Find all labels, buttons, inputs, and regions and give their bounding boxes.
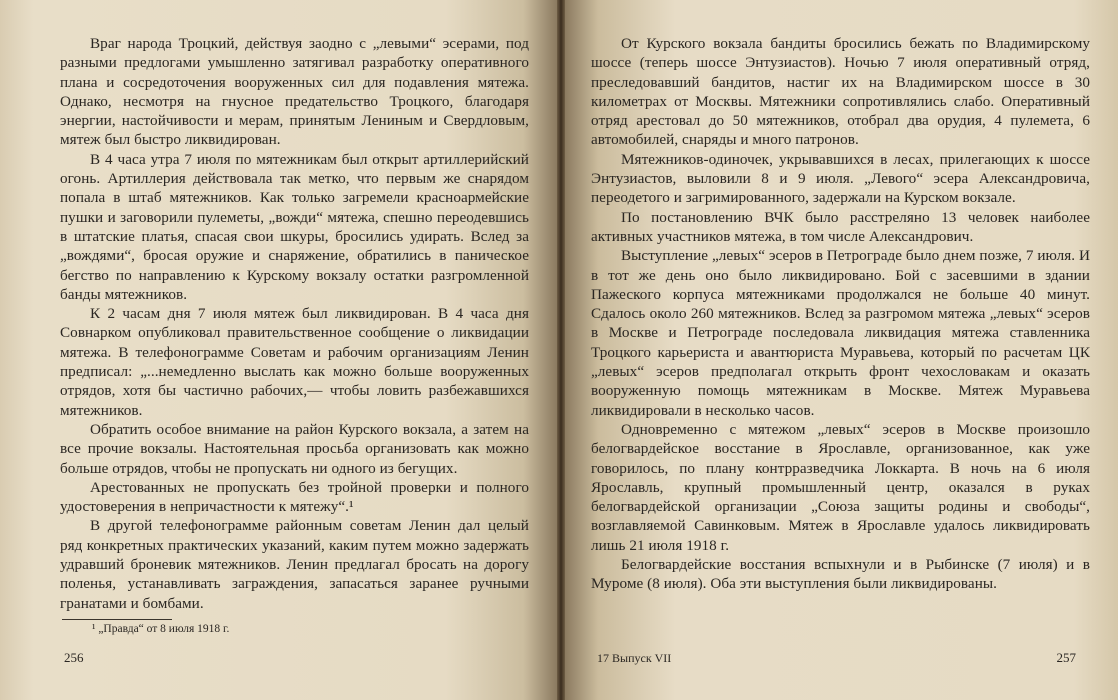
page-number: 256 bbox=[64, 650, 84, 665]
paragraph: В 4 часа утра 7 июля по мятежникам был открыт артиллерийский огонь. Артиллерия действовала так метко, что первым же снарядом попала в штаб мятежников. Как только загремели красноармейские пушки и заговорили пулеметы, „вожди“ мятежа, спешно переодевшись в штатские платья, спасая свои шкуры, бросились удирать. Вслед за „вождями“, бросая оружие и снаряжение, обратились в паническое бегство по направлению к Курскому вокзалу остатки разгромленной банды мятежников. bbox=[60, 150, 529, 303]
book-gutter bbox=[557, 0, 565, 700]
paragraph: К 2 часам дня 7 июля мятеж был ликвидирован. В 4 часа дня Совнарком опубликовал правительственное сообщение о ликвидации мятежа. В телефонограмме Советам и рабочим организациям Ленин предписал: „...немедленно выслать как можно больше вооруженных отрядов, хотя бы частично рабочих,— чтобы ловить разбежавшихся мятежников. bbox=[60, 305, 529, 419]
paragraph: Выступление „левых“ эсеров в Петрограде было днем позже, 7 июля. И в тот же день оно было ликвидировано. Бой с засевшими в здании Пажеского корпуса мятежниками продолжался не больше 40 минут. Сдалось около 260 мятежников. Вслед за разгромом мятежа „левых“ эсеров в Москве и Петрограде последовала ликвидация мятежа ставленника Троцкого карьериста и авантюриста Муравьева, который по расчетам ЦК „левых“ эсеров предполагал открыть фронт чехословакам и оказать вооруженную помощь мятежникам в Москве. Мятеж Муравьева ликвидировали в несколько часов. bbox=[591, 247, 1090, 419]
right-page-text bbox=[591, 34, 1090, 594]
right-page bbox=[565, 0, 1118, 700]
footnote: ¹ „Правда“ от 8 июля 1918 г. bbox=[92, 622, 230, 635]
page-number: 257 bbox=[1056, 650, 1076, 665]
paragraph: Арестованных не пропускать без тройной проверки и полного удостоверения в непричастности к мятежу“.¹ bbox=[60, 478, 529, 516]
printer-signature: 17 Выпуск VII bbox=[597, 651, 672, 665]
left-page bbox=[0, 0, 557, 700]
paragraph: Враг народа Троцкий, действуя заодно с „левыми“ эсерами, под разными предлогами умышленно затягивал разработку оперативного плана и сосредоточения вооруженных сил для подавления мятежа. Однако, несмотря на гнусное предательство Троцкого, благодаря энергии, настойчивости и мерам, принятым Лениным и Свердловым, мятеж был быстро ликвидирован. bbox=[60, 35, 529, 149]
footnote-divider bbox=[62, 619, 172, 620]
paragraph: По постановлению ВЧК было расстреляно 13 человек наиболее активных участников мятежа, в том числе Александрович. bbox=[591, 208, 1090, 245]
paragraph: Белогвардейские восстания вспыхнули и в Рыбинске (7 июля) и в Муроме (8 июля). Оба эти выступления были ликвидированы. bbox=[591, 556, 1090, 593]
paragraph: От Курского вокзала бандиты бросились бежать по Владимирскому шоссе (теперь шоссе Энтузиастов). Ночью 7 июля оперативный отряд, преследовавший бандитов, настиг их на Владимирском шоссе в 30 километрах от Москвы. Мятежники сопротивлялись слабо. Оперативный отряд арестовал до 50 мятежников, отобрал два орудия, 4 пулемета, 6 автомобилей, снаряды и много патронов. bbox=[591, 35, 1090, 149]
paragraph: Мятежников-одиночек, укрывавшихся в лесах, прилегающих к шоссе Энтузиастов, выловили 8 и 9 июля. „Левого“ эсера Александровича, переодетого и загримированного, задержали на Курском вокзале. bbox=[591, 150, 1090, 207]
left-page-text bbox=[60, 34, 529, 613]
paragraph: Одновременно с мятежом „левых“ эсеров в Москве произошло белогвардейское восстание в Ярославле, организованное, как уже говорилось, по плану контрразведчика Локкарта. В ночь на 6 июля Ярославль, крупный промышленный центр, оказался в руках белогвардейской организации „Союза защиты родины и свободы“, возглавляемой Савинковым. Мятеж в Ярославле удалось ликвидировать лишь 21 июля 1918 г. bbox=[591, 420, 1090, 554]
paragraph: Обратить особое внимание на район Курского вокзала, а затем на все прочие вокзалы. Настоятельная просьба организовать как можно больше отрядов, чтобы не пропускать ни одного из бегущих. bbox=[60, 420, 529, 477]
paragraph: В другой телефонограмме районным советам Ленин дал целый ряд конкретных практических указаний, каким путем можно задержать удравший броневик мятежников. Ленин предлагал бросать на дорогу поленья, устанавливать заграждения, запасаться заранее ручными гранатами и бомбами. bbox=[60, 517, 529, 612]
